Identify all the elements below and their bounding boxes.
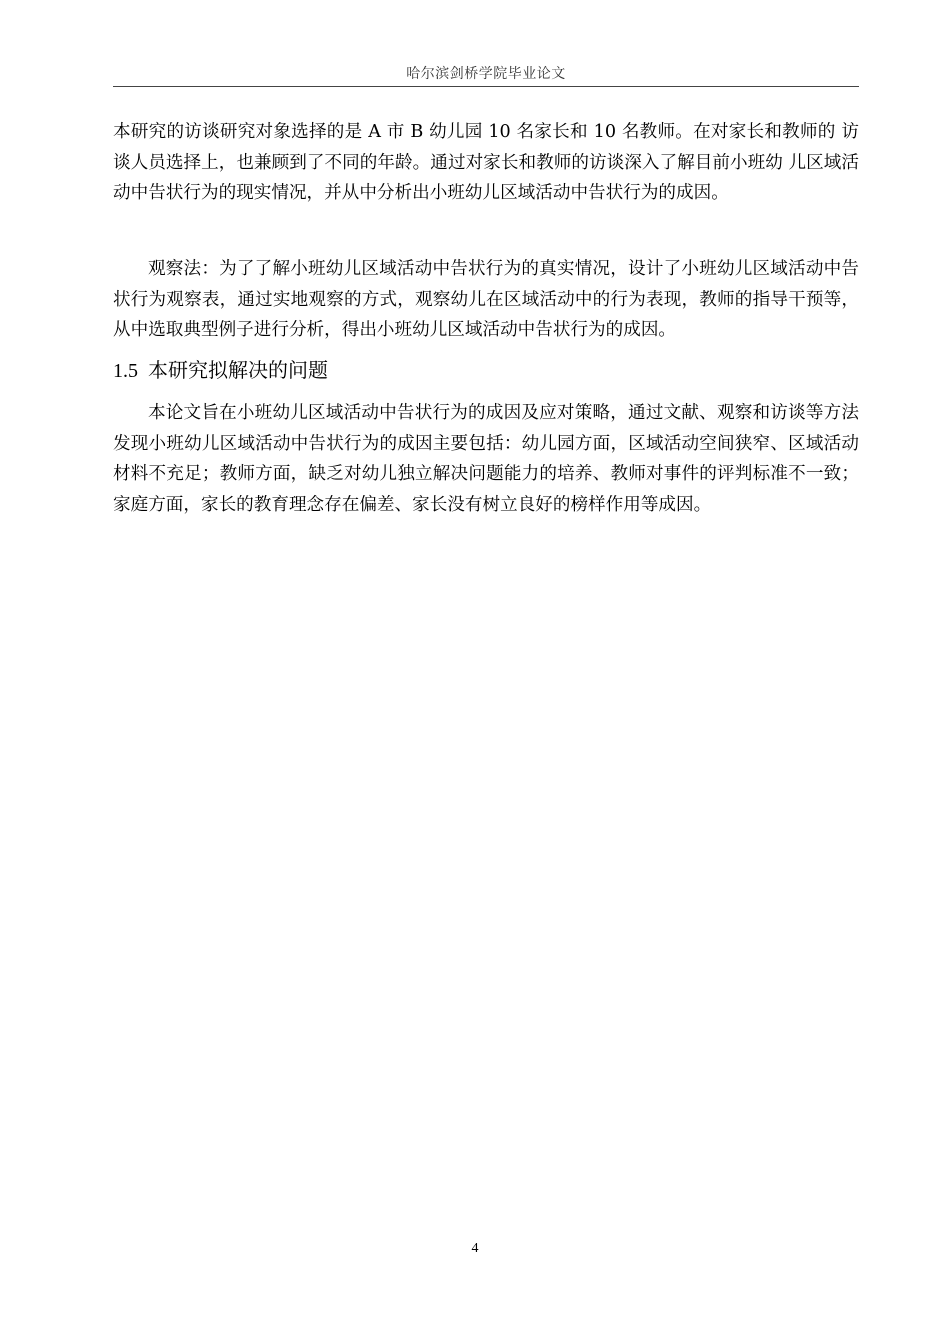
section-number: 1.5: [113, 360, 138, 382]
paragraph-observation-method: 观察法：为了了解小班幼儿区域活动中告状行为的真实情况，设计了小班幼儿区域活动中告状行为观察表，通过实地观察的方式，观察幼儿在区域活动中的行为表现，教师的指导干预等，从中选取典型例子进行分析，得出小班幼儿区域活动中告状行为的成因。: [113, 259, 859, 340]
header-divider: [113, 86, 859, 87]
running-header: 哈尔滨剑桥学院毕业论文: [406, 66, 566, 82]
page-number: 4: [471, 1241, 479, 1256]
paragraph-research-problem: 本论文旨在小班幼儿区域活动中告状行为的成因及应对策略，通过文献、观察和访谈等方法发现小班幼儿区域活动中告状行为的成因主要包括：幼儿园方面，区域活动空间狭窄、区域活动材料不充足；教师方面，缺乏对幼儿独立解决问题能力的培养、教师对事件的评判标准不一致；家庭方面，家长的教育理念存在偏差、家长没有树立良好的榜样作用等成因。: [113, 403, 859, 515]
paragraph-interview-subjects: 本研究的访谈研究对象选择的是 A 市 B 幼儿园 10 名家长和 10 名教师。在对家长和教师的 访谈人员选择上，也兼顾到了不同的年龄。通过对家长和教师的访谈深入了解目前小班幼 儿区域活动中告状行为的现实情况，并从中分析出小班幼儿区域活动中告状行为的成因。: [113, 122, 859, 203]
section-heading: [113, 353, 328, 388]
section-title: 本研究拟解决的问题: [148, 358, 328, 382]
